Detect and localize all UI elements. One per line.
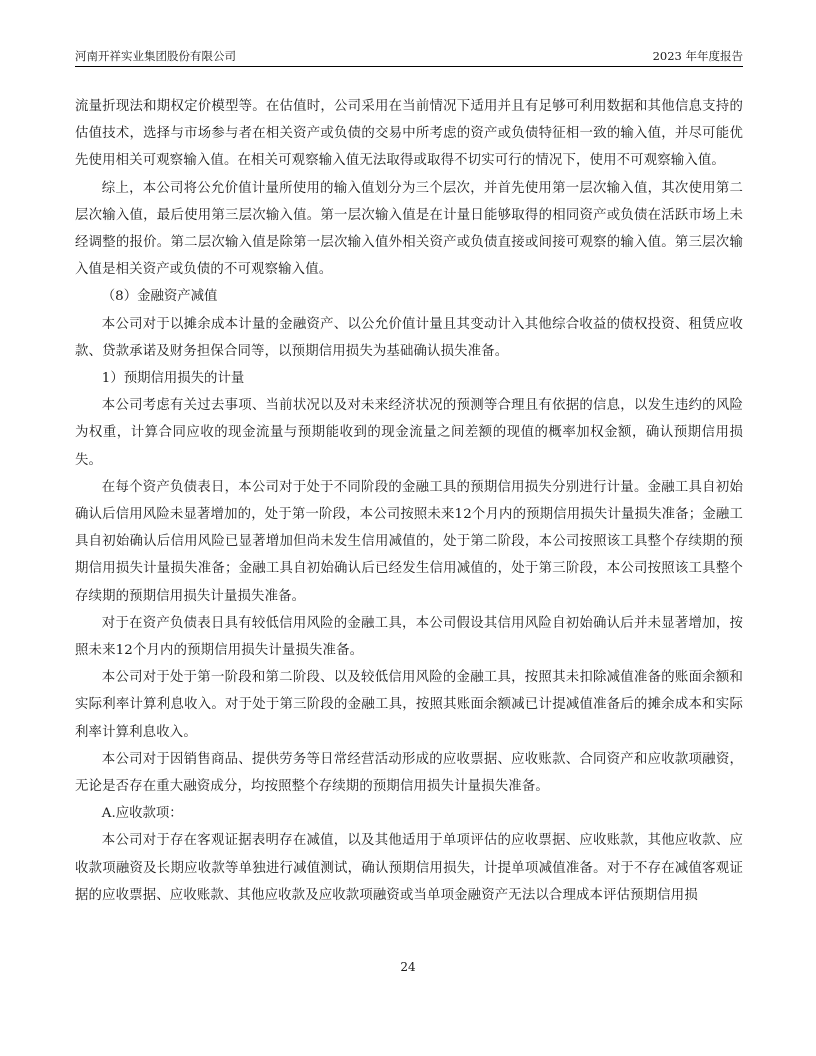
- paragraph: 本公司对于存在客观证据表明存在减值，以及其他适用于单项评估的应收票据、应收账款，其他应收款、应收款项融资及长期应收款等单独进行减值测试，确认预期信用损失，计提单项减值准备。对于不存在减值客观证据的应收票据、应收账款、其他应收款及应收款项融资或当单项金融资产无法以合理成本评估预期信用损: [75, 833, 743, 903]
- page-header: [75, 48, 743, 67]
- paragraph: 在每个资产负债表日，本公司对于处于不同阶段的金融工具的预期信用损失分别进行计量。金融工具自初始确认后信用风险未显著增加的，处于第一阶段，本公司按照未来12个月内的预期信用损失计量损失准备；金融工具自初始确认后信用风险已显著增加但尚未发生信用减值的，处于第二阶段，本公司按照该工具整个存续期的预期信用损失计量损失准备；金融工具自初始确认后已经发生信用减值的，处于第三阶段，本公司按照该工具整个存续期的预期信用损失计量损失准备。: [75, 479, 743, 604]
- item-heading: A.应收款项：: [101, 806, 183, 822]
- paragraph: 综上，本公司将公允价值计量所使用的输入值划分为三个层次，并首先使用第一层次输入值，其次使用第二层次输入值，最后使用第三层次输入值。第一层次输入值是在计量日能够取得的相同资产或负债在活跃市场上未经调整的报价。第二层次输入值是除第一层次输入值外相关资产或负债直接或间接可观察的输入值。第三层次输入值是相关资产或负债的不可观察输入值。: [75, 180, 743, 278]
- paragraph: 对于在资产负债表日具有较低信用风险的金融工具，本公司假设其信用风险自初始确认后并未显著增加，按照未来12个月内的预期信用损失计量损失准备。: [75, 615, 743, 659]
- company-name: 河南开祥实业集团股份有限公司: [75, 49, 236, 63]
- page-number: 24: [400, 960, 416, 974]
- paragraph: 流量折现法和期权定价模型等。在估值时，公司采用在当前情况下适用并且有足够可利用数据和其他信息支持的估值技术，选择与市场参与者在相关资产或负债的交易中所考虑的资产或负债特征相一致的输入值，并尽可能优先使用相关可观察输入值。在相关可观察输入值无法取得或取得不切实可行的情况下，使用不可观察输入值。: [75, 99, 743, 169]
- report-title: 2023 年年度报告: [652, 49, 743, 63]
- paragraph: 本公司对于因销售商品、提供劳务等日常经营活动形成的应收票据、应收账款、合同资产和应收款项融资，无论是否存在重大融资成分，均按照整个存续期的预期信用损失计量损失准备。: [75, 751, 743, 795]
- section-heading: （8）金融资产减值: [101, 289, 218, 305]
- paragraph: 本公司对于以摊余成本计量的金融资产、以公允价值计量且其变动计入其他综合收益的债权投资、租赁应收款、贷款承诺及财务担保合同等，以预期信用损失为基础确认损失准备。: [75, 316, 743, 359]
- paragraph: 本公司考虑有关过去事项、当前状况以及对未来经济状况的预测等合理且有依据的信息，以发生违约的风险为权重，计算合同应收的现金流量与预期能收到的现金流量之间差额的现值的概率加权金额，确认预期信用损失。: [75, 398, 743, 468]
- subsection-heading: 1）预期信用损失的计量: [101, 371, 245, 387]
- paragraph: 本公司对于处于第一阶段和第二阶段、以及较低信用风险的金融工具，按照其未扣除减值准备的账面余额和实际利率计算利息收入。对于处于第三阶段的金融工具，按照其账面余额减已计提减值准备后的摊余成本和实际利率计算利息收入。: [75, 670, 743, 740]
- body-text: [75, 93, 743, 909]
